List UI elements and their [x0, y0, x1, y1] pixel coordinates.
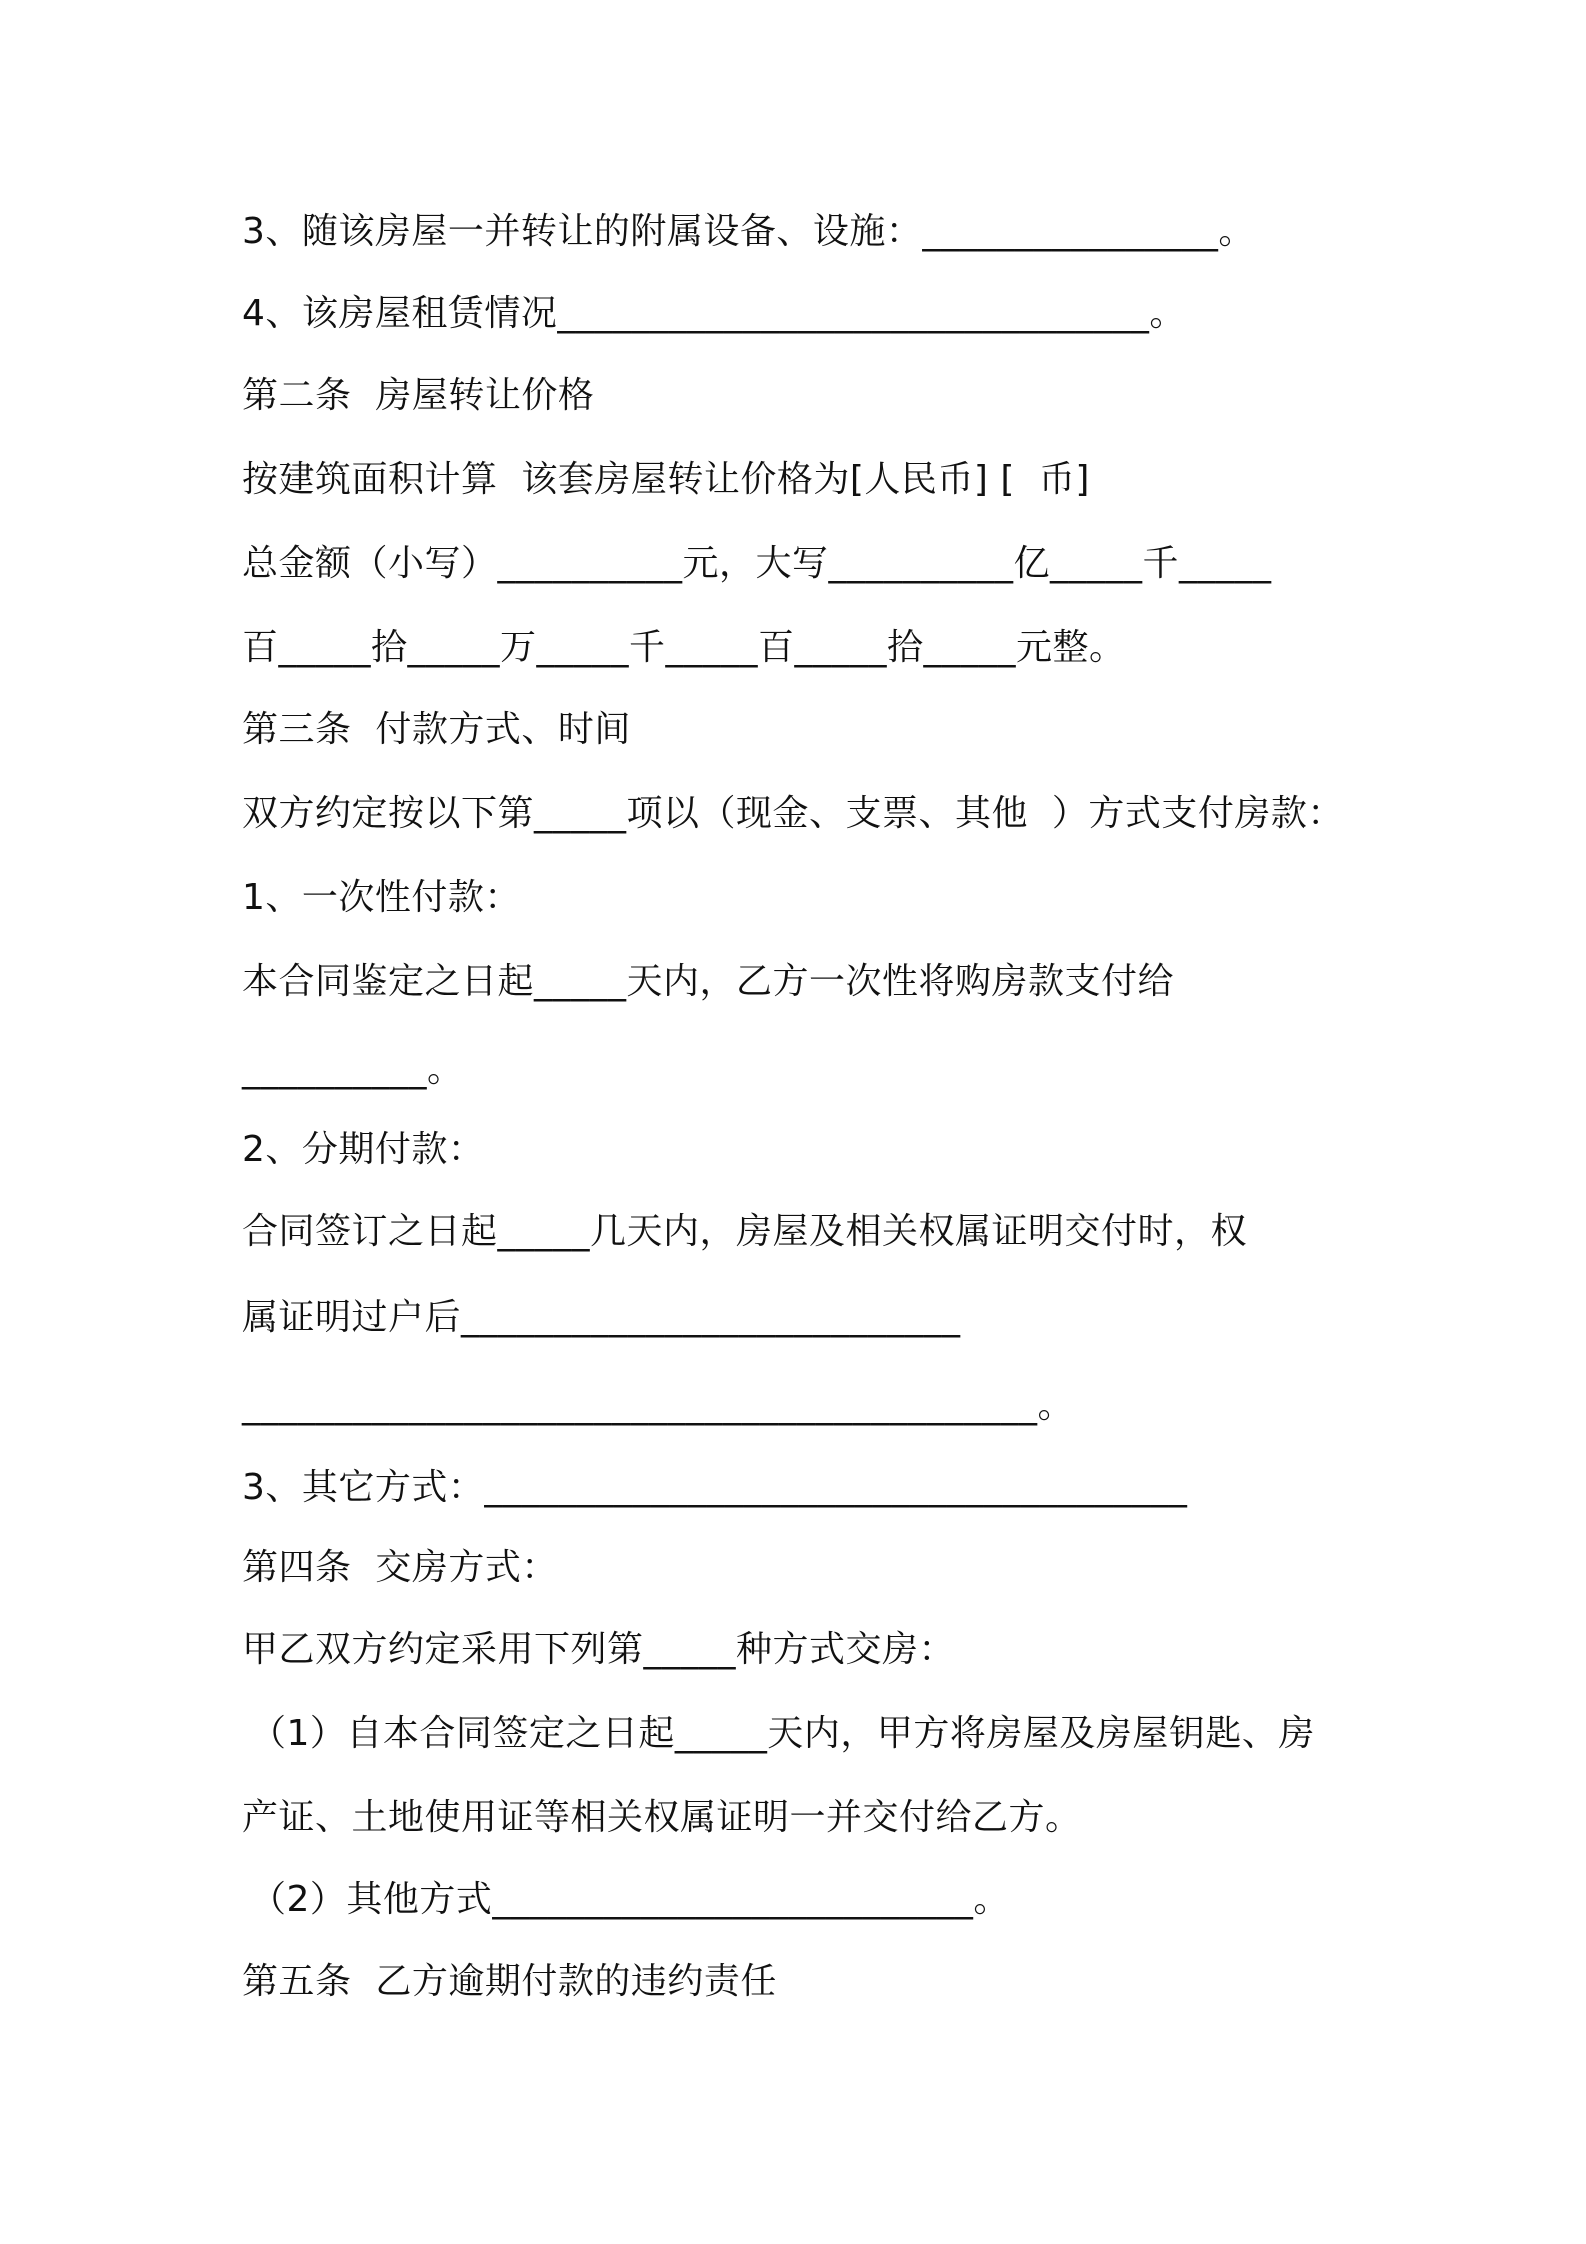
- article-4-heading: 第四条 交房方式：: [242, 1547, 558, 1588]
- article-3-heading: 第三条 付款方式、时间: [242, 709, 631, 750]
- total-amount-line: 总金额（小写）__________元，大写__________亿_____千_____: [242, 543, 1272, 584]
- installment-text: 合同签订之日起_____几天内，房屋及相关权属证明交付时，权: [242, 1211, 1248, 1252]
- delivery-option-1-continued: 产证、土地使用证等相关权属证明一并交付给乙方。: [242, 1797, 1082, 1838]
- lump-sum-text: 本合同鉴定之日起_____天内，乙方一次性将购房款支付给: [242, 961, 1175, 1002]
- article-2-heading: 第二条 房屋转让价格: [242, 375, 595, 416]
- clause-4-lease-status: 4、该房屋租赁情况________________________________。: [242, 293, 1186, 334]
- lump-sum-heading: 1、一次性付款：: [242, 877, 521, 918]
- delivery-method-text: 甲乙双方约定采用下列第_____种方式交房：: [242, 1629, 956, 1670]
- total-amount-line-continued: 百_____拾_____万_____千_____百_____拾_____元整。: [242, 627, 1126, 668]
- payment-method-text: 双方约定按以下第_____项以（现金、支票、其他 ）方式支付房款：: [242, 793, 1344, 834]
- installment-heading: 2、分期付款：: [242, 1129, 485, 1170]
- article-5-heading: 第五条 乙方逾期付款的违约责任: [242, 1961, 777, 2002]
- delivery-option-1: （1）自本合同签定之日起_____天内，甲方将房屋及房屋钥匙、房: [250, 1713, 1315, 1754]
- delivery-option-2: （2）其他方式__________________________。: [250, 1879, 1010, 1920]
- other-method-line: 3、其它方式：______________________________________: [242, 1467, 1188, 1508]
- installment-blank-line: ___________________________________________。: [242, 1385, 1074, 1426]
- lump-sum-payee-blank: __________。: [242, 1049, 464, 1090]
- installment-text-continued: 属证明过户后___________________________: [242, 1297, 961, 1338]
- price-basis-text: 按建筑面积计算 该套房屋转让价格为[人民币] [ 币]: [242, 459, 1090, 500]
- clause-3-attached-facilities: 3、随该房屋一并转让的附属设备、设施：________________。: [242, 211, 1255, 252]
